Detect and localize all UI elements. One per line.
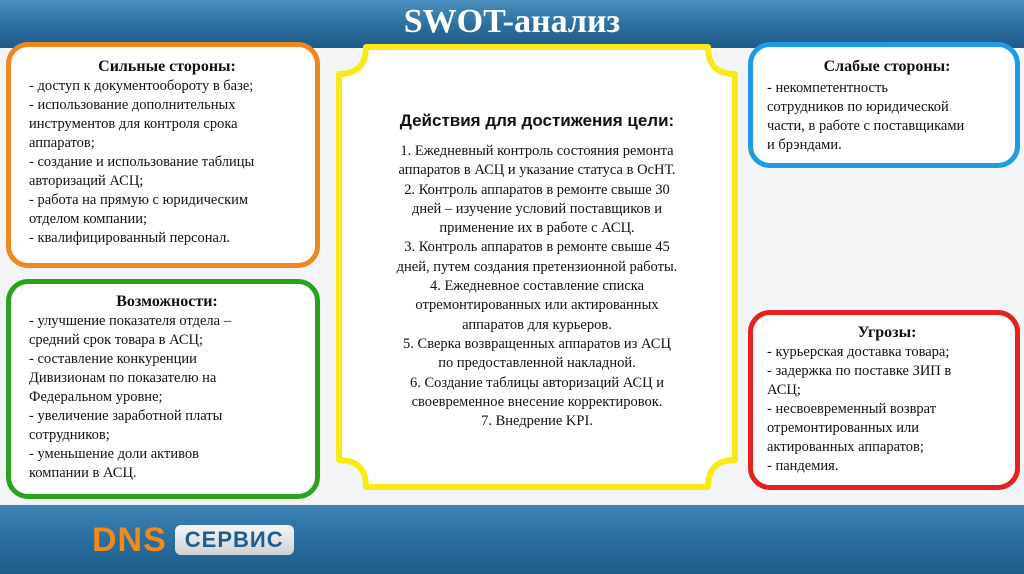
threats-line: актированных аппаратов; [767, 439, 924, 455]
actions-content [352, 110, 722, 431]
strengths-line: авторизаций АСЦ; [29, 173, 144, 189]
threats-box [748, 310, 1020, 490]
threats-line: - задержка по поставке ЗИП в [767, 363, 952, 379]
actions-line: дней, путем создания претензионной работы. [396, 258, 678, 275]
actions-line: 3. Контроль аппаратов в ремонте свыше 45 [404, 239, 670, 256]
actions-line: по предоставленной накладной. [438, 355, 636, 372]
actions-line: 1. Ежедневный контроль состояния ремонта [400, 143, 674, 159]
opportunities-line: сотрудников; [29, 427, 110, 443]
weaknesses-line: сотрудников по юридической [767, 99, 949, 115]
page-title: SWOT-анализ [403, 3, 621, 40]
opportunities-line: - составление конкуренции [29, 351, 197, 367]
opportunities-line: компании в АСЦ. [29, 465, 137, 481]
opportunities-box [6, 279, 320, 499]
actions-line: 6. Создание таблицы авторизаций АСЦ и [409, 374, 665, 391]
strengths-line: отделом компании; [29, 211, 147, 227]
actions-line: 2. Контроль аппаратов в ремонте свыше 30 [404, 181, 670, 198]
opportunities-line: Федеральном уровне; [29, 389, 163, 405]
opportunities-line: - улучшение показателя отдела – [29, 313, 231, 329]
strengths-line: - квалифицированный персонал. [29, 230, 230, 246]
actions-line: аппаратов для курьеров. [462, 316, 612, 333]
strengths-heading: Сильные стороны: [98, 58, 236, 75]
strengths-line: - доступ к документообороту в базе; [29, 78, 254, 94]
actions-line: 7. Внедрение KPI. [481, 413, 593, 430]
threats-line: - несвоевременный возврат [767, 401, 937, 417]
strengths-line: - использование дополнительных [29, 97, 236, 113]
logo-brand: DNS [92, 521, 167, 559]
strengths-line: - работа на прямую с юридическим [29, 192, 249, 208]
actions-panel [336, 44, 738, 490]
actions-line: применение их в работе с АСЦ. [439, 220, 635, 237]
actions-heading: Действия для достижения цели: [399, 111, 675, 130]
actions-line: 5. Сверка возвращенных аппаратов из АСЦ [403, 335, 671, 352]
strengths-line: аппаратов; [29, 135, 95, 151]
strengths-line: инструментов для контроля срока [29, 116, 238, 132]
threats-line: АСЦ; [767, 382, 801, 398]
weaknesses-line: части, в работе с поставщиками [767, 118, 965, 134]
opportunities-heading: Возможности: [116, 293, 218, 310]
logo-service-badge: СЕРВИС [175, 525, 294, 555]
threats-line: - пандемия. [767, 458, 839, 474]
opportunities-line: Дивизионам по показателю на [29, 370, 217, 386]
threats-line: - курьерская доставка товара; [767, 344, 950, 360]
actions-line: аппаратов в АСЦ и указание статуса в ОсНТ. [398, 162, 676, 179]
weaknesses-box [748, 42, 1020, 168]
weaknesses-line: - некомпетентность [767, 80, 888, 96]
actions-line: отремонтированных или актированных [415, 297, 659, 314]
weaknesses-heading: Слабые стороны: [823, 58, 951, 75]
strengths-box [6, 42, 320, 268]
opportunities-line: - увеличение заработной платы [29, 408, 223, 424]
actions-line: 4. Ежедневное составление списка [429, 278, 645, 295]
threats-heading: Угрозы: [857, 324, 917, 341]
threats-line: отремонтированных или [767, 420, 920, 436]
actions-line: дней – изучение условий поставщиков и [411, 200, 663, 217]
opportunities-line: - уменьшение доли активов [29, 446, 199, 462]
actions-line: своевременное внесение корректировок. [411, 393, 663, 410]
strengths-line: - создание и использование таблицы [29, 154, 255, 170]
dns-service-logo [92, 522, 294, 558]
weaknesses-line: и брэндами. [767, 137, 842, 153]
opportunities-line: средний срок товара в АСЦ; [29, 332, 204, 348]
